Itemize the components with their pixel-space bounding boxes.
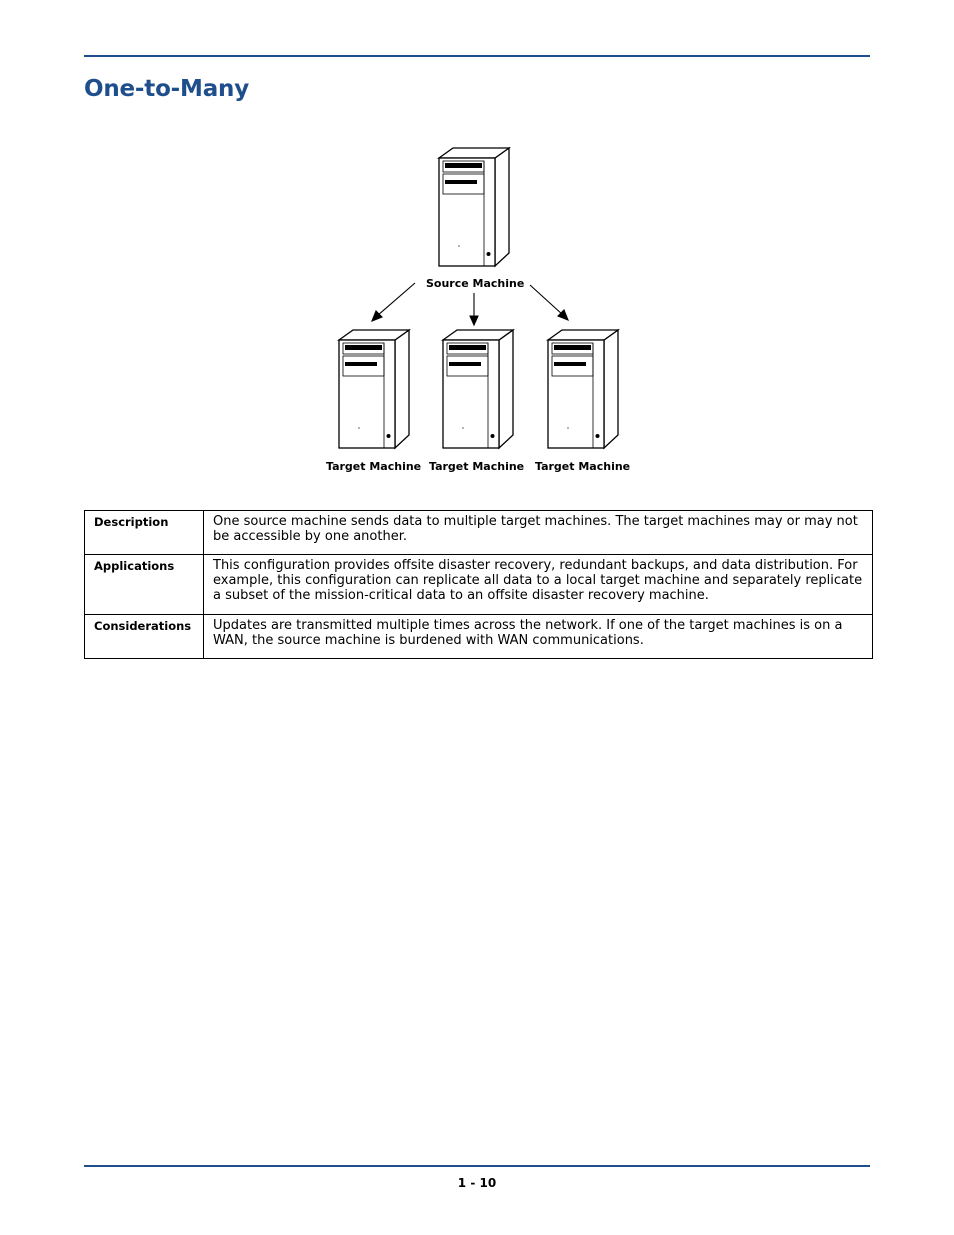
row-text-applications: This configuration provides offsite disaster recovery, redundant backups, and data distribution. For example, this configuration can replicate all data to a local target machine and separately replicate a subset of the mission-critical data to an offsite disaster recovery machine. bbox=[204, 555, 873, 615]
table-row bbox=[85, 511, 873, 555]
one-to-many-diagram bbox=[320, 140, 640, 485]
target-machine-label: Target Machine bbox=[535, 460, 631, 473]
target-machine-label: Target Machine bbox=[326, 460, 422, 473]
table-row bbox=[85, 555, 873, 615]
arrow-right-icon bbox=[530, 285, 568, 320]
source-server-icon bbox=[439, 148, 509, 266]
arrow-left-icon bbox=[372, 283, 415, 321]
target-server-icon bbox=[548, 330, 618, 448]
row-text-description: One source machine sends data to multiple target machines. The target machines may or may not be accessible by one another. bbox=[204, 511, 873, 555]
configuration-table bbox=[84, 510, 873, 659]
diagram-graphic bbox=[320, 140, 640, 485]
row-header-applications: Applications bbox=[85, 555, 204, 615]
footer-rule bbox=[84, 1165, 870, 1167]
table-row bbox=[85, 615, 873, 659]
header-rule bbox=[84, 55, 870, 57]
target-server-icon bbox=[443, 330, 513, 448]
page-title: One-to-Many bbox=[84, 76, 249, 102]
source-machine-label: Source Machine bbox=[426, 277, 525, 290]
row-header-considerations: Considerations bbox=[85, 615, 204, 659]
row-text-considerations: Updates are transmitted multiple times across the network. If one of the target machines is on a WAN, the source machine is burdened with WAN communications. bbox=[204, 615, 873, 659]
page-number: 1 - 10 bbox=[457, 1176, 497, 1190]
target-machine-label: Target Machine bbox=[429, 460, 525, 473]
arrow-down-icon bbox=[470, 293, 478, 325]
row-header-description: Description bbox=[85, 511, 204, 555]
target-server-icon bbox=[339, 330, 409, 448]
